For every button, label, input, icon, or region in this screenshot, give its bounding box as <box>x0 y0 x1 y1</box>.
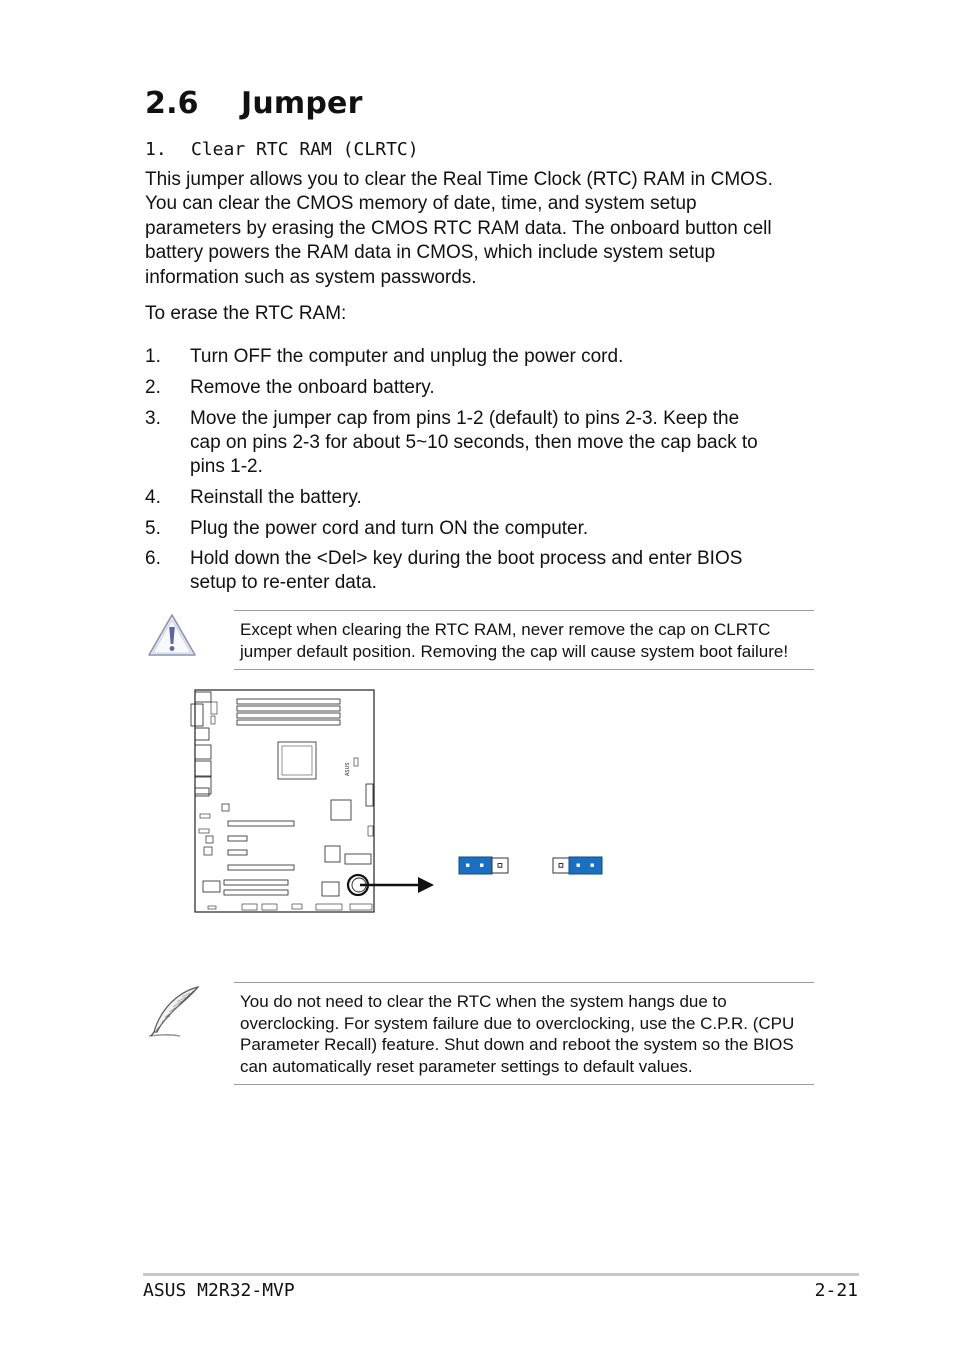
footer-divider <box>143 1273 859 1276</box>
feather-pen-icon <box>146 984 202 1038</box>
step-2 <box>145 376 825 400</box>
board-logo: ASUS <box>345 762 351 776</box>
note-box <box>234 982 814 1085</box>
step-5 <box>145 517 825 541</box>
subsection-number: 1. <box>145 139 167 160</box>
motherboard-layout-diagram <box>186 688 381 916</box>
jumper-pins-2-3-clear <box>551 856 603 875</box>
footer-page-number: 2-21 <box>814 1280 858 1301</box>
warning-triangle-icon <box>146 612 198 658</box>
step-4 <box>145 486 825 510</box>
step-text: Reinstall the battery. <box>190 487 362 508</box>
caution-line: Except when clearing the RTC RAM, never remove the cap on CLRTC <box>240 620 771 639</box>
subsection-title-text: Clear RTC RAM (CLRTC) <box>191 139 419 160</box>
pointer-arrow <box>360 874 436 896</box>
section-title-text: Jumper <box>241 86 363 121</box>
intro-line: battery powers the RAM data in CMOS, which include system setup <box>145 242 716 264</box>
step-number: 4. <box>145 487 161 508</box>
step-number: 2. <box>145 377 161 398</box>
note-line: can automatically reset parameter settings to default values. <box>240 1056 693 1076</box>
step-text: Move the jumper cap from pins 1-2 (default) to pins 2-3. Keep the <box>190 408 740 429</box>
caution-line: jumper default position. Removing the cap will cause system boot failure! <box>240 641 789 661</box>
caution-box <box>234 610 814 670</box>
jumper-pins-1-2-default <box>458 856 510 875</box>
section-title <box>145 86 363 121</box>
step-text: cap on pins 2-3 for about 5~10 seconds, then move the cap back to <box>190 432 758 453</box>
intro-line: parameters by erasing the CMOS RTC RAM data. The onboard button cell <box>145 217 772 239</box>
note-line: overclocking. For system failure due to overclocking, use the C.P.R. (CPU <box>240 1013 795 1033</box>
step-text: pins 1-2. <box>190 456 263 477</box>
step-number: 3. <box>145 408 161 429</box>
step-6 <box>145 547 825 595</box>
note-line: You do not need to clear the RTC when the system hangs due to <box>240 992 727 1011</box>
step-1 <box>145 345 825 369</box>
step-3 <box>145 407 825 479</box>
step-number: 5. <box>145 518 161 539</box>
step-text: setup to re-enter data. <box>190 572 377 593</box>
subsection-title <box>145 139 419 160</box>
intro-line: information such as system passwords. <box>145 266 477 288</box>
note-line: Parameter Recall) feature. Shut down and reboot the system so the BIOS <box>240 1035 794 1054</box>
section-number: 2.6 <box>145 86 199 121</box>
step-text: Plug the power cord and turn ON the computer. <box>190 518 589 539</box>
step-text: Hold down the <Del> key during the boot process and enter BIOS <box>190 548 743 569</box>
intro-paragraph <box>145 168 805 290</box>
intro-line: You can clear the CMOS memory of date, time, and system setup <box>145 193 697 215</box>
erase-intro: To erase the RTC RAM: <box>145 303 347 324</box>
step-number: 6. <box>145 548 161 569</box>
intro-line: This jumper allows you to clear the Real Time Clock (RTC) RAM in CMOS. <box>145 169 773 190</box>
step-text: Turn OFF the computer and unplug the power cord. <box>190 346 624 367</box>
step-text: Remove the onboard battery. <box>190 377 435 398</box>
footer-product-name: ASUS M2R32-MVP <box>143 1280 295 1301</box>
step-number: 1. <box>145 346 161 367</box>
